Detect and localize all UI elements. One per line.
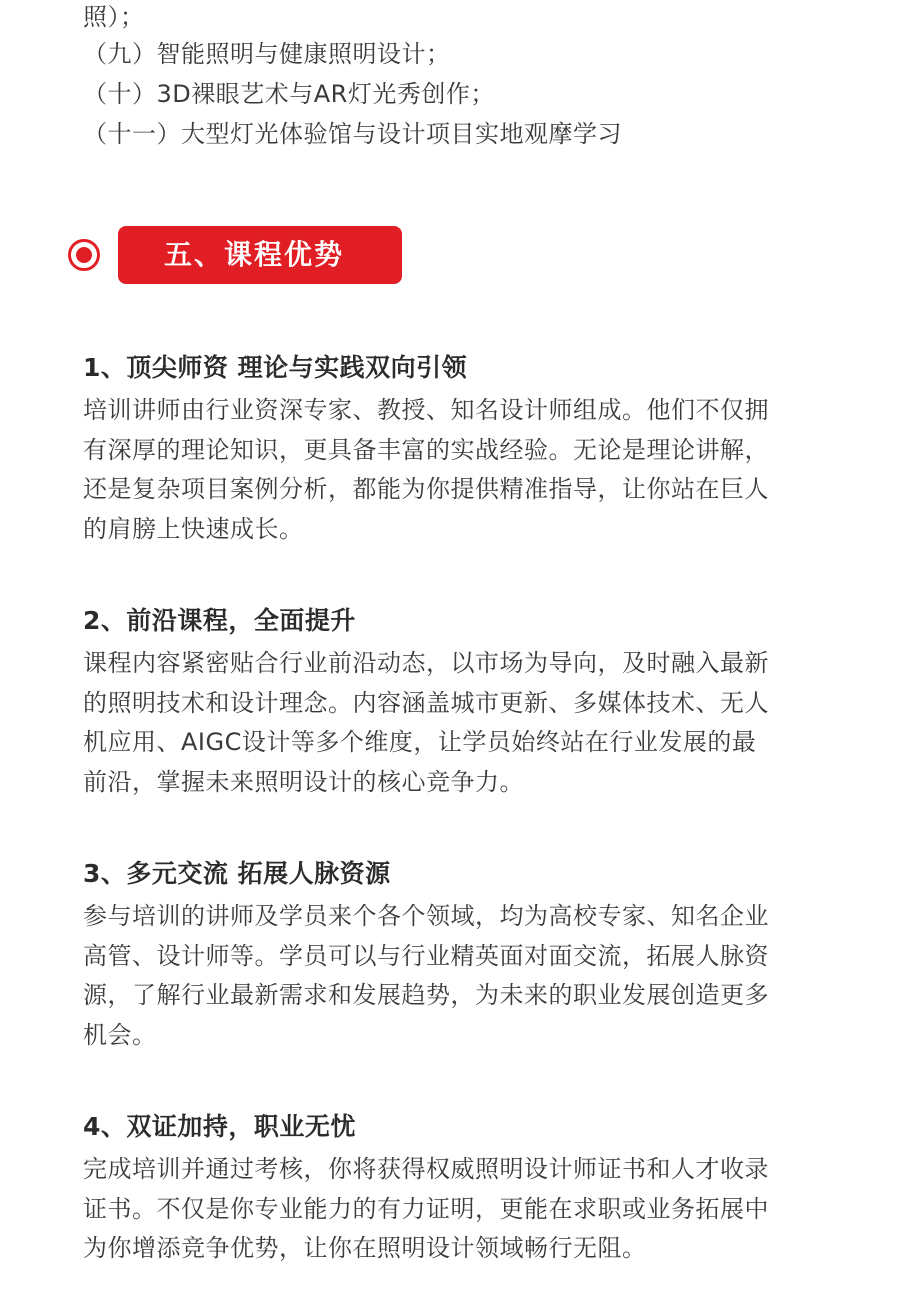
advantage-block-4 xyxy=(83,1112,833,1269)
list-item-fragment: 照）； xyxy=(83,3,145,31)
advantage-heading: 4、双证加持，职业无忧 xyxy=(83,1112,356,1141)
body-line: 的肩膀上快速成长。 xyxy=(83,514,304,543)
body-line: 有深厚的理论知识，更具备丰富的实战经验。无论是理论讲解， xyxy=(83,435,769,464)
radio-dot xyxy=(76,247,92,263)
body-line: 培训讲师由行业资深专家、教授、知名设计师组成。他们不仅拥 xyxy=(83,396,769,424)
body-line: 源，了解行业最新需求和发展趋势，为未来的职业发展创造更多 xyxy=(83,981,769,1009)
advantage-body xyxy=(83,644,833,802)
advantage-heading: 2、前沿课程，全面提升 xyxy=(83,606,356,635)
body-line: 机会。 xyxy=(83,1020,157,1049)
section-title: 五、课程优势 xyxy=(118,226,402,284)
body-line: 课程内容紧密贴合行业前沿动态，以市场为导向，及时融入最新 xyxy=(83,649,769,677)
advantage-body xyxy=(83,1150,833,1269)
list-item-10: （十）3D裸眼艺术与AR灯光秀创作； xyxy=(83,80,495,108)
body-line: 还是复杂项目案例分析，都能为你提供精准指导，让你站在巨人 xyxy=(83,475,769,503)
body-line: 完成培训并通过考核，你将获得权威照明设计师证书和人才收录 xyxy=(83,1155,769,1183)
body-line: 参与培训的讲师及学员来个各个领域，均为高校专家、知名企业 xyxy=(83,902,769,930)
body-line: 机应用、AIGC设计等多个维度，让学员始终站在行业发展的最 xyxy=(83,728,757,756)
section-header xyxy=(68,226,408,284)
advantage-block-3 xyxy=(83,859,833,1055)
advantage-body xyxy=(83,897,833,1055)
radio-target-icon xyxy=(68,239,100,271)
body-line: 的照明技术和设计理念。内容涵盖城市更新、多媒体技术、无人 xyxy=(83,688,769,717)
advantage-heading: 3、多元交流 拓展人脉资源 xyxy=(83,859,391,888)
body-line: 证书。不仅是你专业能力的有力证明，更能在求职或业务拓展中 xyxy=(83,1194,769,1223)
advantage-block-1 xyxy=(83,353,833,549)
body-line: 前沿，掌握未来照明设计的核心竞争力。 xyxy=(83,767,524,796)
advantage-body xyxy=(83,391,833,549)
advantage-block-2 xyxy=(83,606,833,802)
body-line: 高管、设计师等。学员可以与行业精英面对面交流，拓展人脉资 xyxy=(83,941,769,970)
list-item-11: （十一）大型灯光体验馆与设计项目实地观摩学习 xyxy=(83,120,622,148)
list-item-9: （九）智能照明与健康照明设计； xyxy=(83,40,451,68)
advantage-heading: 1、顶尖师资 理论与实践双向引领 xyxy=(83,353,468,382)
body-line: 为你增添竞争优势，让你在照明设计领域畅行无阻。 xyxy=(83,1234,647,1262)
